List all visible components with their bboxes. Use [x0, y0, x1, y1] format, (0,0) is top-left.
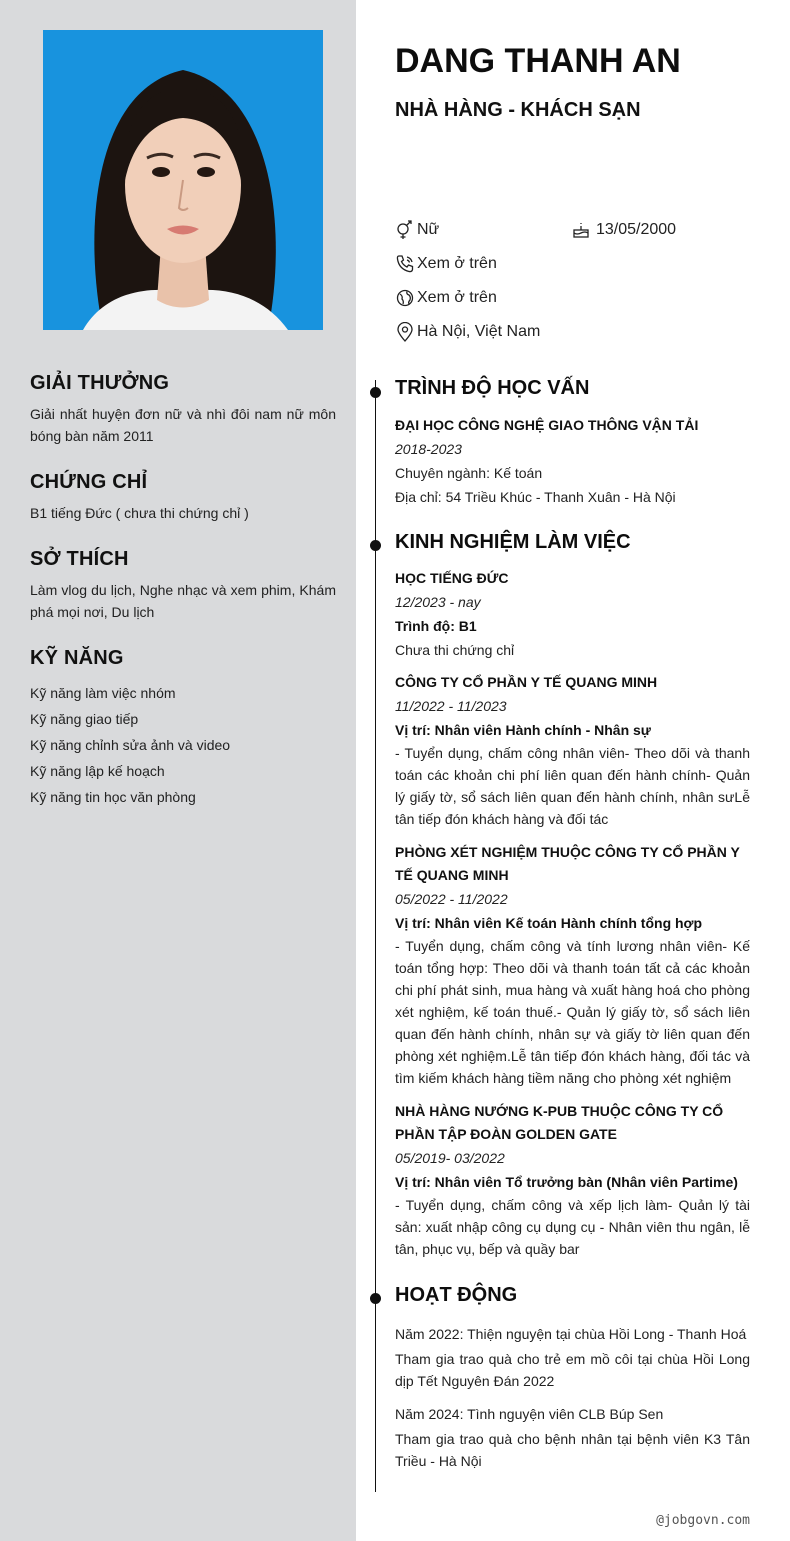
skills-section — [30, 647, 336, 810]
gender-row — [395, 220, 439, 240]
skill-item: Kỹ năng chỉnh sửa ảnh và video — [30, 737, 231, 753]
experience-desc: - Tuyển dụng, chấm công và tính lương nhân viên- Kế toán tổng hợp: Theo dõi và thanh toán tất cả các khoản chi phí phát sinh, mua hàng và xuất hàng hoá cho phòng xét nghiệm, kế toán thuế.- Quản lý giấy tờ, sổ sách liên quan đến hành chính, nhân sự và giấy tờ liên quan đến phòng xét nghiệm.Lễ tân tiếp đón khách hàng, đối tác và tìm kiếm khách hàng tiềm năng cho phòng xét nghiệm — [395, 938, 750, 1086]
phone-icon — [395, 254, 415, 274]
skill-item: Kỹ năng tin học văn phòng — [30, 789, 196, 805]
address-row — [395, 322, 540, 342]
skill-item: Kỹ năng làm việc nhóm — [30, 685, 176, 701]
candidate-name: DANG THANH AN — [395, 42, 681, 80]
education-period: 2018-2023 — [395, 441, 462, 457]
awards-section — [30, 372, 336, 447]
certificates-title: CHỨNG CHỈ — [30, 471, 148, 493]
timeline-dot — [370, 1293, 381, 1304]
activity-head: Năm 2024: Tình nguyện viên CLB Búp Sen — [395, 1406, 664, 1422]
skills-title: KỸ NĂNG — [30, 647, 124, 669]
activity-desc: Tham gia trao quà cho trẻ em mồ côi tại chùa Hồi Long dịp Tết Nguyên Đán 2022 — [395, 1351, 750, 1389]
gender-icon — [395, 220, 415, 240]
experience-company: PHÒNG XÉT NGHIỆM THUỘC CÔNG TY CỔ PHẦN Y TẾ QUANG MINH — [395, 844, 740, 883]
education-block — [395, 414, 750, 509]
experience-company: NHÀ HÀNG NƯỚNG K-PUB THUỘC CÔNG TY CỔ PHẦN TẬP ĐOÀN GOLDEN GATE — [395, 1103, 724, 1142]
hobbies-section — [30, 548, 336, 623]
cake-icon — [571, 220, 591, 240]
education-school: ĐẠI HỌC CÔNG NGHỆ GIAO THÔNG VẬN TẢI — [395, 417, 699, 433]
experience-period: 05/2022 - 11/2022 — [395, 891, 508, 907]
experience-company: CÔNG TY CỔ PHẦN Y TẾ QUANG MINH — [395, 674, 658, 690]
activity-desc: Tham gia trao quà cho bệnh nhân tại bệnh viên K3 Tân Triều - Hà Nội — [395, 1431, 750, 1469]
skill-item: Kỹ năng lập kế hoạch — [30, 763, 165, 779]
globe-icon — [395, 288, 415, 308]
education-major: Chuyên ngành: Kế toán — [395, 465, 543, 481]
experience-desc: - Tuyển dụng, chấm công và xếp lịch làm- Quản lý tài sản: xuất nhập công cụ dụng cụ - Nhân viên thu ngân, lễ tân, phục vụ, bếp và quầy bar — [395, 1197, 750, 1257]
activity-item — [395, 1402, 750, 1472]
timeline-dot — [370, 387, 381, 398]
experience-position: Vị trí: Nhân viên Kế toán Hành chính tổng hợp — [395, 915, 703, 931]
birthdate-row — [571, 220, 676, 240]
experience-desc: Chưa thi chứng chỉ — [395, 642, 515, 658]
sidebar — [0, 0, 356, 1541]
experience-period: 11/2022 - 11/2023 — [395, 698, 507, 714]
website-value: Xem ở trên — [417, 289, 497, 306]
main-content — [356, 0, 790, 1541]
profile-photo — [43, 30, 323, 330]
experience-position: Trình độ: B1 — [395, 618, 477, 634]
skill-item: Kỹ năng giao tiếp — [30, 711, 139, 727]
experience-company: HỌC TIẾNG ĐỨC — [395, 570, 509, 586]
experience-period: 12/2023 - nay — [395, 594, 481, 610]
experience-desc: - Tuyển dụng, chấm công nhân viên- Theo dõi và thanh toán các khoản chi phí liên quan đến hành chính- Quản lý giấy tờ, sổ sách liên quan đến hành chính, nhân sưLễ tân tiếp đón khách hàng và đối tác — [395, 745, 750, 827]
certificates-section — [30, 471, 336, 524]
education-title: TRÌNH ĐỘ HỌC VẤN — [395, 377, 590, 399]
timeline-dot — [370, 540, 381, 551]
activities-title: HOẠT ĐỘNG — [395, 1284, 518, 1306]
hobbies-title: SỞ THÍCH — [30, 548, 129, 570]
education-address: Địa chỉ: 54 Triều Khúc - Thanh Xuân - Hà Nội — [395, 489, 676, 505]
experience-title: KINH NGHIỆM LÀM VIỆC — [395, 531, 631, 553]
certificates-text: B1 tiếng Đức ( chưa thi chứng chỉ ) — [30, 505, 249, 521]
location-pin-icon — [395, 322, 415, 342]
experience-period: 05/2019- 03/2022 — [395, 1150, 505, 1166]
awards-text: Giải nhất huyện đơn nữ và nhì đôi nam nữ môn bóng bàn năm 2011 — [30, 406, 336, 444]
gender-value: Nữ — [417, 221, 440, 238]
footer-watermark: @jobgovn.com — [656, 1513, 750, 1528]
experience-item — [395, 1100, 750, 1260]
address-value: Hà Nội, Việt Nam — [417, 323, 541, 340]
experience-item — [395, 671, 750, 830]
experience-item — [395, 841, 750, 1089]
activity-item — [395, 1322, 750, 1392]
awards-title: GIẢI THƯỞNG — [30, 372, 170, 394]
phone-value: Xem ở trên — [417, 255, 497, 272]
activity-head: Năm 2022: Thiện nguyện tại chùa Hồi Long - Thanh Hoá — [395, 1326, 747, 1342]
experience-position: Vị trí: Nhân viên Hành chính - Nhân sự — [395, 722, 651, 738]
phone-row — [395, 254, 497, 274]
hobbies-text: Làm vlog du lịch, Nghe nhạc và xem phim, Khám phá mọi nơi, Du lịch — [30, 582, 336, 620]
website-row — [395, 288, 497, 308]
birthdate-value: 13/05/2000 — [596, 221, 677, 238]
experience-item — [395, 567, 750, 662]
candidate-role: NHÀ HÀNG - KHÁCH SẠN — [395, 99, 641, 121]
skills-list — [30, 680, 336, 810]
experience-position: Vị trí: Nhân viên Tổ trưởng bàn (Nhân viên Partime) — [395, 1174, 738, 1190]
